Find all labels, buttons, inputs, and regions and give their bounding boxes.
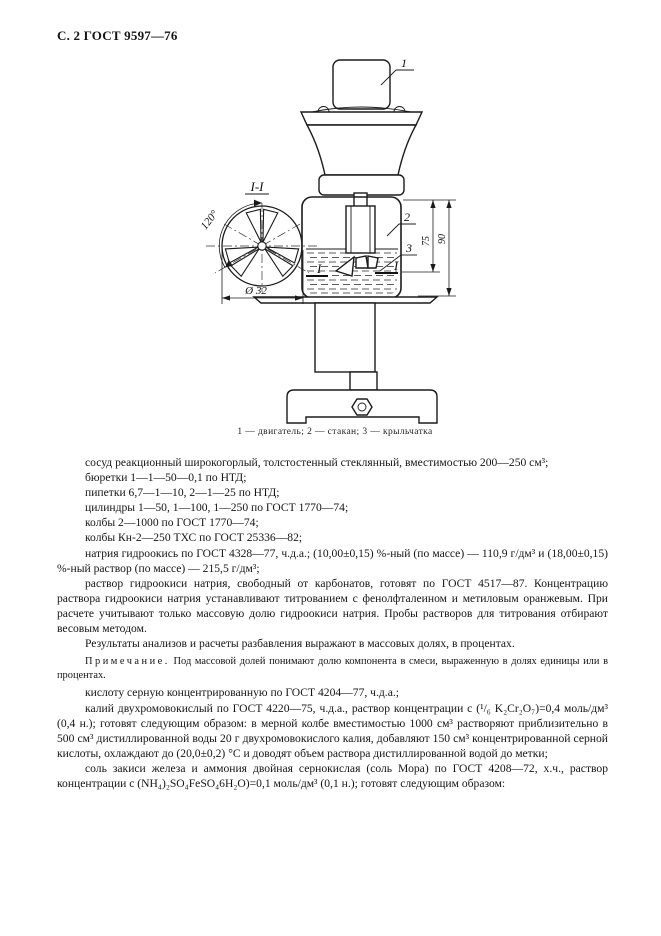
paragraph-flasks-2: колбы Кн-2—250 ТХС по ГОСТ 25336—82; [85,531,303,545]
paragraph-mohr-salt: соль закиси железа и аммония двойная сернокислая (соль Мора) по ГОСТ 4208—72, х.ч., раствор концентрации c (NH₄)₂SO₄FeSO₄6H₂O)=0,1 моль/дм³ (0,1 н.); готовят следующим образом: [57,761,608,790]
impeller-hub [258,242,266,250]
paragraph-dichromate: калий двухромовокислый по ГОСТ 4220—75, ч.д.а., раствор концентрации c (¹/₆ K₂Cr₂O₇)=0,4 моль/дм³ (0,4 н.); готовят следующим образом: в мерной колбе вместимостью 1000 см³ растворяют приблизительно в 500 см³ дистиллированной воды 20 г двухромовокислого калия, добавляют 150 см³ концентрированной серной кислоты, охлаждают до (20,0±0,2) °С и доводят объем раствора дистиллированной водой до метки; [57,701,608,760]
paragraph-naoh-solution: раствор гидроокиси натрия, свободный от карбонатов, готовят по ГОСТ 4517—87. Концентрацию раствора гидроокиси натрия устанавливают титрованием с фенолфталеином и метиловым оранжевым. При расчете учитывают только массовую долю гидроокиси натрия. Пробы растворов для титрования отбирают весовым методом. [57,576,608,636]
cut-mark-left: I [317,261,322,276]
figure-caption: 1 — двигатель; 2 — стакан; 3 — крыльчатка [237,427,433,437]
paragraph-pipettes: пипетки 6,7—1—10, 2—1—25 по НТД; [85,486,280,500]
paragraph-cylinders: цилиндры 1—50, 1—100, 1—250 по ГОСТ 1770—74; [85,501,349,515]
impeller [336,256,378,276]
stirrer-tube [346,206,375,253]
stand-column [315,303,375,372]
paragraph-burettes: бюретки 1—1—50—0,1 по НТД; [85,471,247,485]
paragraph-naoh: натрия гидроокись по ГОСТ 4328—77, ч.д.а.; (10,00±0,15) %-ный (по массе) — 110,9 г/дм³ и (18,00±0,15) %-ный раствор (по массе) — 215,5 г/дм³; [57,546,608,575]
paragraph-vessel: сосуд реакционный широкогорлый, толстостенный стеклянный, вместимостью 200—250 см³; [85,456,549,469]
svg-text:120°: 120° [198,208,221,233]
paragraph-flasks-1: колбы 2—1000 по ГОСТ 1770—74; [85,516,259,530]
paragraph-sulfuric-acid: кислоту серную концентрированную по ГОСТ 4204—77, ч.д.а.; [85,686,399,700]
stand-column-lower [350,372,377,390]
svg-text:1: 1 [401,56,407,70]
section-view [198,179,318,304]
svg-text:2: 2 [404,210,410,224]
base-nut [352,399,372,415]
svg-text:Ø 32: Ø 32 [245,285,267,297]
svg-text:75: 75 [421,236,432,246]
body-text [57,455,608,791]
collar [319,175,404,195]
note-text: Под массовой долей понимают долю компонента в смеси, выраженную в долях единицы или в процентах. [57,656,608,681]
svg-text:90: 90 [437,234,448,244]
page-header: С. 2 ГОСТ 9597—76 [57,28,178,43]
paragraph-note [57,655,608,682]
motor-plate [301,112,422,125]
svg-text:3: 3 [406,241,412,255]
dimension-90 [418,200,456,296]
cut-mark-right: I [394,258,399,273]
cone-adapter [307,125,416,175]
callout-impeller [380,241,417,271]
note-label: Примечание. [85,656,170,668]
section-view-label: I-I [250,179,264,194]
apparatus-figure [0,0,661,450]
stirrer-apparatus [254,56,456,423]
paragraph-results: Результаты анализов и расчеты разбавления выражают в массовых долях, в процентах. [85,637,515,651]
